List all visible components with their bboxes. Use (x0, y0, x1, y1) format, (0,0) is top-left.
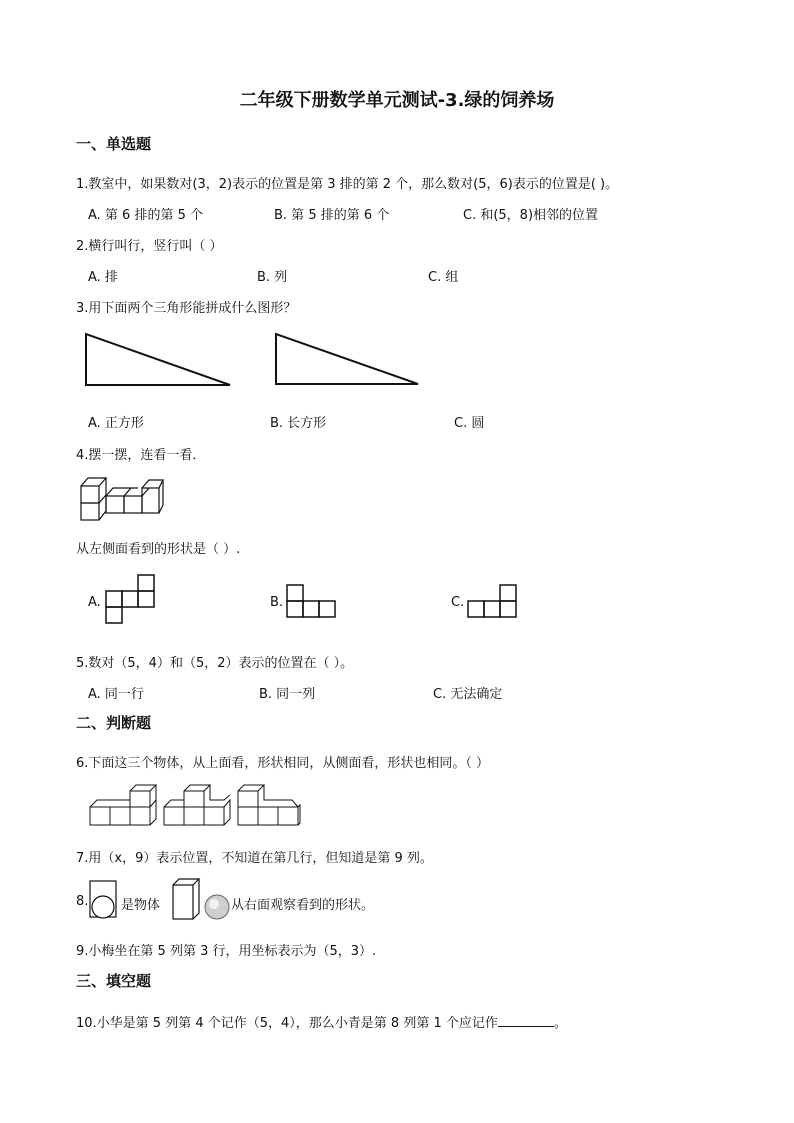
circle-in-rectangle-figure (88, 879, 118, 919)
question-3-option-a[interactable]: A. 正方形 (88, 416, 144, 431)
question-10-line (76, 1012, 567, 1031)
three-block-objects-figure (88, 783, 302, 829)
question-8-number: 8. (76, 894, 89, 909)
question-8-middle-text: 是物体 (121, 898, 161, 913)
option-a-square-shape (104, 574, 156, 624)
section-heading-true-false: 二、判断题 (76, 714, 152, 732)
question-1-option-c[interactable]: C. 和(5，8)相邻的位置 (463, 208, 599, 223)
section-heading-fill-blank: 三、填空题 (76, 972, 152, 990)
question-2-option-b[interactable]: B. 列 (257, 270, 288, 285)
question-3-text: 3.用下面两个三角形能拼成什么图形？ (76, 301, 297, 316)
section-heading-single-choice: 一、单选题 (76, 135, 152, 153)
question-4-option-a[interactable]: A. (88, 595, 101, 610)
cube-stack-figure (80, 476, 164, 522)
page-title: 二年级下册数学单元测试-3.绿的饲养场 (239, 90, 555, 111)
option-c-square-shape (466, 584, 518, 618)
question-5-option-c[interactable]: C. 无法确定 (433, 687, 503, 702)
prism-with-ball-figure (171, 877, 233, 921)
question-1-option-b[interactable]: B. 第 5 排的第 6 个 (274, 208, 390, 223)
question-1-text: 1.教室中，如果数对(3，2)表示的位置是第 3 排的第 2 个，那么数对(5，6)表示的位置是( )。 (76, 177, 619, 192)
question-4-option-c[interactable]: C. (451, 595, 465, 610)
question-8-end-text: 从右面观察看到的形状。 (231, 898, 375, 913)
option-b-square-shape (285, 584, 337, 618)
question-5-option-a[interactable]: A. 同一行 (88, 687, 144, 702)
question-4-option-b[interactable]: B. (270, 595, 284, 610)
question-1-option-a[interactable]: A. 第 6 排的第 5 个 (88, 208, 204, 223)
question-5-option-b[interactable]: B. 同一列 (259, 687, 316, 702)
question-10-end: 。 (553, 1016, 567, 1031)
question-6-text: 6.下面这三个物体，从上面看，形状相同，从侧面看，形状也相同。（ ） (76, 756, 490, 771)
question-4-text: 4.摆一摆，连看一看． (76, 448, 206, 463)
triangle-figure-1 (84, 332, 234, 388)
question-2-option-a[interactable]: A. 排 (88, 270, 118, 285)
answer-blank[interactable] (498, 1014, 554, 1027)
question-10-text: 10.小华是第 5 列第 4 个记作（5，4），那么小青是第 8 列第 1 个应记作 (76, 1016, 498, 1031)
question-2-option-c[interactable]: C. 组 (428, 270, 459, 285)
question-7-text: 7.用（x，9）表示位置，不知道在第几行，但知道是第 9 列。 (76, 851, 433, 866)
question-9-text: 9.小梅坐在第 5 列第 3 行，用坐标表示为（5，3）. (76, 944, 377, 959)
question-5-text: 5.数对（5，4）和（5，2）表示的位置在（ ）。 (76, 656, 354, 671)
question-3-option-b[interactable]: B. 长方形 (270, 416, 327, 431)
question-3-option-c[interactable]: C. 圆 (454, 416, 485, 431)
question-2-text: 2.横行叫行，竖行叫（ ） (76, 239, 223, 254)
question-4-subtext: 从左侧面看到的形状是（ ）. (76, 542, 241, 557)
triangle-figure-2 (274, 332, 424, 388)
